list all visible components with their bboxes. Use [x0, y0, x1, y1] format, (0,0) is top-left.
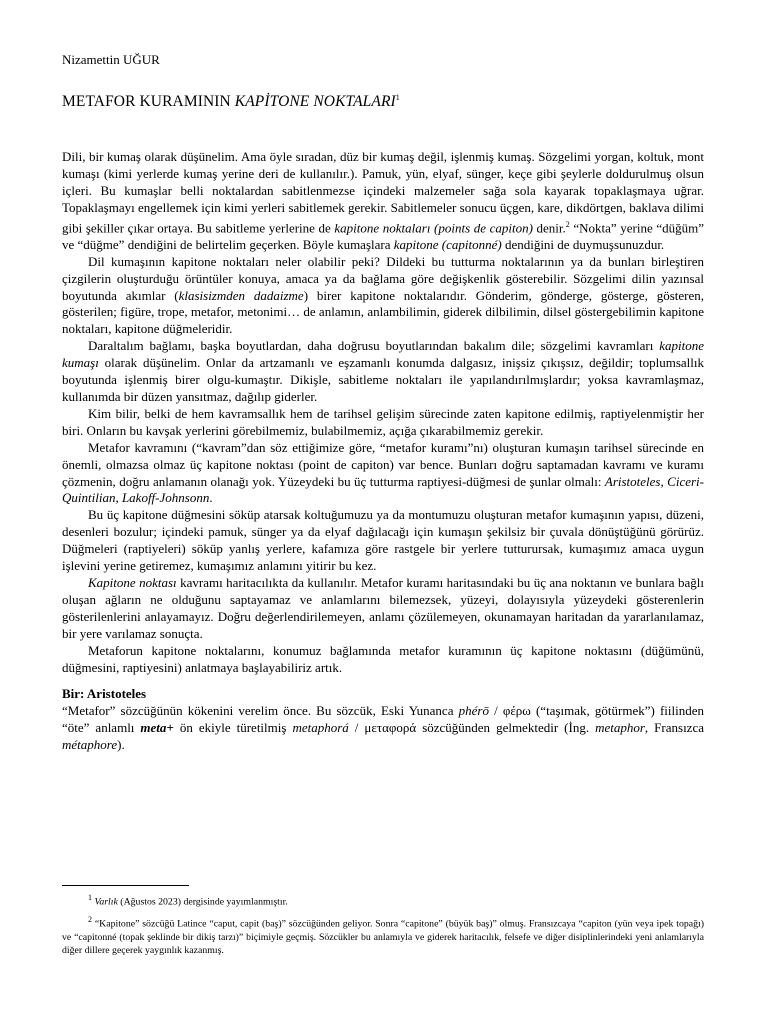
- article-body: [62, 149, 704, 754]
- footnotes: [62, 891, 704, 957]
- text-run: kavramı haritacılıkta da kullanılır. Metafor kuramı haritasındaki bu üç ana noktanın ve bunlara bağlı oluşan ağların ne olduğunu saptayamaz ve anlamlarını bilemezsek, yüzeyi, dolayısıyla yüzeydeki gösterenlerin gösterilenlerini anlayamayız. Doğru değerlendirilemeyen, anlamı çözülemeyen, okunamayan haritadan da yararlanılamaz, bir yere varılamaz sonuçta.: [62, 574, 704, 641]
- italic-term: klasisizmden dadaizme: [178, 287, 304, 303]
- footnote-mark: 2: [88, 915, 92, 925]
- italic-term: phérō: [458, 703, 489, 719]
- text-run: olarak düşünelim. Onlar da artzamanlı ve eşzamanlı konumda dalgasız, inişsiz çıkışsız, değildir; toplumsallık boyutunda işlenmiş birer olgu-kumaştır. Dikişle, sabitleme noktaları ile yapılandırılmışlardır; yoksa kavramlaşmaz, kullanımda bir düzen yansıtmaz, dağılıp giderler.: [62, 355, 704, 405]
- paragraph-2: [62, 254, 704, 339]
- author-name: Nizamettin UĞUR: [62, 52, 160, 67]
- text-run: / μεταφορά sözcüğünden gelmektedir (İng.: [348, 720, 596, 736]
- italic-term: metaphorá: [292, 720, 349, 736]
- paragraph-6: Bu üç kapitone düğmesini söküp atarsak koltuğumuzu ya da montumuzu oluşturan metafor kumaşının yapısı, düzeni, desenleri bozulur; içindeki pamuk, sünger ya da elyaf dağılacağı için kumaşın şekilsiz bir çuvala dönüştüğünü görürüz. Düğmeleri (raptiyeleri) söküp yanlış yerlere, kafamıza göre rastgele bir yerlere tutturursak, kumaşımız amaca uygun işlevini yerine getiremez, kumaşımız anlamını yitirir bu kez.: [62, 507, 704, 574]
- text-run: ön ekiyle türetilmiş: [173, 720, 293, 736]
- footnote-divider: [62, 885, 189, 886]
- text-run: (Ağustos 2023) dergisinde yayımlanmıştır.: [117, 896, 288, 908]
- title-italic: KAPİTONE NOKTALARI: [234, 93, 396, 111]
- italic-term: kapitone (capitonné): [393, 236, 502, 252]
- italic-term: Varlık: [94, 896, 118, 908]
- paragraph-1: [62, 149, 704, 254]
- italic-term: meta+: [140, 720, 174, 736]
- text-run: / φέρω (“taşımak, götürmek”) fiilinden “öte” anlamlı: [62, 703, 704, 736]
- text-run: denir.: [532, 219, 566, 235]
- text-run: Dili, bir kumaş olarak düşünelim. Ama öyle sıradan, düz bir kumaş değil, işlenmiş kumaş. Sözgelimi yorgan, koltuk, mont kumaşı (kimi yerlerde kumaş yerine deri de kullanılır.). Pamuk, yün, elyaf, sünger, keçe gibi şeylerle doldurulmuş olsun içleri. Bu kumaşlar belli noktalardan sabitlenmezse içindeki malzemeler sağa sola kayarak topaklaşmaya uğrar. Topaklaşmayı engellemek için kimi yerleri sabitlemek gerekir. Sabitlemeler sonucu üçgen, kare, dikdörtgen, baklava dilimi gibi şekiller çıkar ortaya. Bu sabitleme yerlerine de: [62, 149, 704, 235]
- text-run: , Fransızca: [644, 720, 704, 736]
- paragraph-7: [62, 575, 704, 643]
- title-footnote-mark: 1: [395, 93, 400, 102]
- text-run: Daraltalım bağlamı, başka boyutlardan, daha doğrusu boyutlarından bakalım dile; sözgelimi kavramları: [88, 338, 660, 354]
- text-run: ) birer kapitone noktalarıdır. Gönderim, gönderge, gösterge, gösteren, gösterilen; figüre, trope, metafor, metonimi… de anlamın, anlambilimin, giderek dilbilimin, dilsel göstergebilimin kapitone noktaları, kapitone düğmeleridir.: [62, 287, 704, 337]
- italic-term: metaphor: [595, 720, 645, 736]
- text-run: Metafor kavramını (“kavram”dan söz ettiğimize göre, “metafor kuramı”nı) oluşturan kumaşın tarihsel sürecinde en önemli, olmazsa olmaz üç kapitone noktası (point de capiton) var bence. Bunları doğru saptamadan kavramı ve kuramı çözmenin, doğru anlamanın olanağı yok. Yüzeydeki bu üç tutturma raptiyesi-düğmesi de şunlar olmalı:: [62, 439, 704, 489]
- footnote-2: [62, 913, 704, 956]
- article-title: [62, 93, 400, 111]
- italic-term: Kapitone noktası: [88, 574, 177, 590]
- paragraph-5: [62, 440, 704, 508]
- italic-term: Aristoteles, Ciceri-Quintilian, Lakoff-Johnsonn: [62, 473, 704, 506]
- text-run: dendiğini de duymuşsunuzdur.: [501, 236, 665, 252]
- italic-term: kapitone noktaları (points de capiton): [334, 219, 533, 235]
- title-plain: METAFOR KURAMININ: [62, 93, 235, 111]
- text-run: “Nokta” yerine “düğüm” ve “düğme” dendiğini de belirtelim geçerken. Böyle kumaşlara: [62, 219, 704, 252]
- paragraph-3: [62, 338, 704, 406]
- footnote-1: [62, 891, 704, 908]
- text-run: .: [209, 490, 213, 506]
- footnote-mark: 1: [88, 893, 92, 902]
- footnote-ref: 2: [565, 219, 570, 229]
- text-run: “Metafor” sözcüğünün kökenini verelim önce. Bu sözcük, Eski Yunanca: [62, 703, 459, 719]
- text-run: Dil kumaşının kapitone noktaları neler olabilir peki? Dildeki bu tutturma noktalarının ya da bunları birleştiren çizgilerin oluşturduğu örüntüler konuya, amaca ya da bağlama göre değişkenlik gösterebilir. Sözgelimi dilin yazınsal boyutunda akımlar (: [62, 253, 704, 303]
- paragraph-4: Kim bilir, belki de hem kavramsallık hem de tarihsel gelişim sürecinde zaten kapitone edilmiş, raptiyelenmiştir her biri. Onların bu kavşak yerlerini görebilmemiz, bulabilmemiz, açığa çıkarabilmemiz gerekir.: [62, 405, 704, 438]
- italic-term: métaphore: [62, 737, 118, 753]
- section-heading: Bir: Aristoteles: [62, 686, 147, 702]
- paragraph-8: Metaforun kapitone noktalarını, konumuz bağlamında metafor kuramının üç kapitone noktasını (düğümünü, düğmesini, raptiyesini) anlatmaya başlayabiliriz artık.: [62, 642, 704, 675]
- paragraph-9: [62, 703, 704, 754]
- italic-term: kapitone kumaşı: [62, 338, 704, 371]
- text-run: “Kapitone” sözcüğü Latince “caput, capit (baş)” sözcüğünden geliyor. Sonra “capitone” (büyük baş)” olmuş. Fransızcaya “capiton (yün veya ipek topağı) ve “capitonné (topak şeklinde bir dikiş tarzı)” biçimiyle geçmiş. Sözcükler bu anlamıyla ve giderek haritacılık, felsefe ve diğer disiplinlerindeki yeni anlamlarıyla diğer dillere geçerek yaygınlık kazanmış.: [62, 918, 704, 956]
- text-run: ).: [117, 737, 125, 753]
